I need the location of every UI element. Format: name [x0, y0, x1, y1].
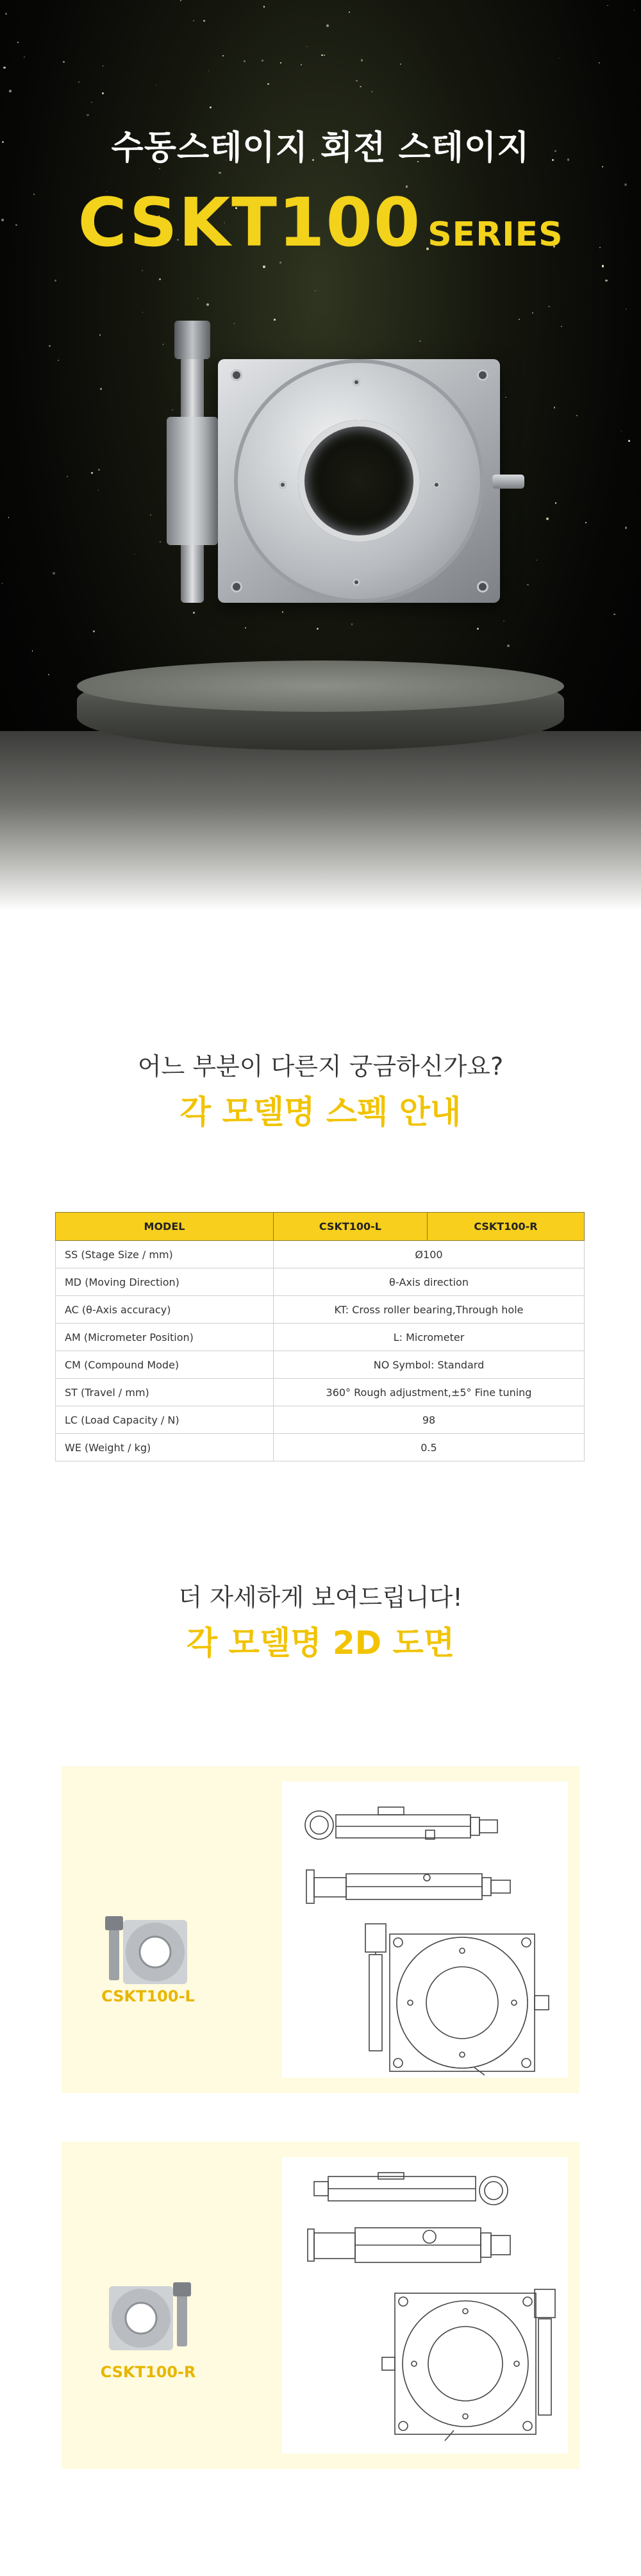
- spec-heading: 각 모델명 스펙 안내: [179, 1093, 462, 1131]
- star-dot: [98, 469, 100, 471]
- row-value: 98: [274, 1406, 585, 1434]
- drawing-panel-l: [62, 1766, 579, 2093]
- row-value: 0.5: [274, 1434, 585, 1461]
- spec-table: [55, 1212, 585, 1461]
- hero-banner: [0, 0, 641, 911]
- star-dot: [548, 306, 549, 307]
- star-dot: [400, 63, 401, 65]
- star-dot: [3, 67, 6, 69]
- star-dot: [599, 62, 601, 64]
- star-dot: [360, 86, 362, 88]
- star-dot: [321, 55, 322, 56]
- technical-drawing-l: [282, 1781, 568, 2078]
- row-value: θ-Axis direction: [274, 1268, 585, 1296]
- star-dot: [356, 80, 357, 81]
- star-dot: [626, 308, 627, 310]
- spec-question: 어느 부분이 다른지 궁금하신가요?: [137, 1052, 504, 1081]
- table-row: [56, 1379, 585, 1406]
- header-cskt100-l: CSKT100-L: [274, 1213, 428, 1241]
- row-value: Ø100: [274, 1241, 585, 1268]
- star-dot: [48, 674, 49, 675]
- product-render: [141, 321, 500, 654]
- through-hole: [298, 420, 420, 542]
- technical-drawing-r: [282, 2157, 568, 2454]
- star-dot: [63, 61, 65, 63]
- star-dot: [98, 490, 99, 491]
- product-thumbnail-r: [100, 2280, 196, 2363]
- star-dot: [159, 278, 160, 280]
- star-dot: [78, 81, 79, 83]
- star-dot: [279, 262, 281, 263]
- star-dot: [507, 644, 510, 647]
- row-value: 360° Rough adjustment,±5° Fine tuning: [274, 1379, 585, 1406]
- star-dot: [585, 522, 587, 523]
- star-dot: [267, 83, 269, 85]
- model-label-l: CSKT100-L: [101, 1987, 195, 2005]
- star-dot: [634, 10, 635, 11]
- lock-pin: [492, 475, 524, 489]
- star-dot: [2, 583, 3, 584]
- header-cskt100-r: CSKT100-R: [427, 1213, 584, 1241]
- star-dot: [576, 415, 578, 416]
- rock-ground: [0, 731, 641, 911]
- hero-series-label: SERIES: [428, 215, 563, 254]
- star-dot: [309, 317, 310, 318]
- spec-table-header: [56, 1213, 585, 1241]
- drawing-sheet-l: [282, 1781, 568, 2078]
- star-dot: [222, 55, 224, 56]
- row-label: LC (Load Capacity / N): [56, 1406, 274, 1434]
- row-label: MD (Moving Direction): [56, 1268, 274, 1296]
- star-dot: [219, 172, 221, 174]
- screw-icon: [353, 578, 360, 586]
- row-label: AC (θ-Axis accuracy): [56, 1296, 274, 1324]
- star-dot: [613, 614, 615, 615]
- star-dot: [561, 326, 562, 327]
- star-dot: [361, 59, 363, 62]
- drawing-panel-r: [62, 2142, 579, 2469]
- hero-model-name: CSKT100: [78, 183, 422, 262]
- star-dot: [5, 13, 7, 15]
- table-row: [56, 1434, 585, 1461]
- star-dot: [102, 92, 104, 94]
- star-dot: [206, 303, 209, 306]
- header-model: MODEL: [56, 1213, 274, 1241]
- star-dot: [91, 472, 93, 474]
- star-dot: [519, 319, 520, 320]
- star-dot: [301, 64, 302, 65]
- star-dot: [9, 90, 11, 92]
- screw-icon: [353, 378, 360, 386]
- star-dot: [93, 630, 95, 632]
- product-thumbnail-l: [100, 1914, 196, 1997]
- row-label: AM (Micrometer Position): [56, 1324, 274, 1351]
- star-dot: [67, 476, 68, 477]
- star-dot: [203, 20, 205, 22]
- star-dot: [197, 298, 198, 299]
- micrometer-body: [167, 417, 218, 545]
- screw-icon: [231, 369, 242, 381]
- star-dot: [546, 518, 549, 520]
- drawing-question: 더 자세하게 보여드립니다!: [178, 1583, 463, 1612]
- row-value: KT: Cross roller bearing,Through hole: [274, 1296, 585, 1324]
- star-dot: [99, 334, 101, 335]
- star-dot: [210, 106, 212, 108]
- star-dot: [263, 6, 265, 7]
- table-row: [56, 1296, 585, 1324]
- star-dot: [621, 431, 622, 432]
- star-dot: [54, 280, 56, 282]
- star-dot: [8, 517, 9, 518]
- star-dot: [49, 345, 51, 347]
- star-dot: [280, 62, 282, 64]
- row-label: SS (Stage Size / mm): [56, 1241, 274, 1268]
- star-dot: [263, 265, 265, 268]
- star-dot: [100, 388, 102, 390]
- star-dot: [17, 42, 19, 43]
- star-dot: [372, 91, 373, 92]
- screw-icon: [433, 481, 440, 489]
- star-dot: [24, 56, 25, 58]
- screw-icon: [477, 581, 488, 593]
- row-value: L: Micrometer: [274, 1324, 585, 1351]
- star-dot: [324, 55, 325, 56]
- table-row: [56, 1406, 585, 1434]
- hero-brand: [0, 183, 641, 262]
- star-dot: [262, 60, 263, 62]
- star-dot: [349, 12, 350, 13]
- star-dot: [244, 60, 246, 62]
- row-label: ST (Travel / mm): [56, 1379, 274, 1406]
- star-dot: [326, 24, 329, 27]
- row-label: CM (Compound Mode): [56, 1351, 274, 1379]
- star-dot: [532, 312, 533, 314]
- table-row: [56, 1324, 585, 1351]
- star-dot: [180, 0, 181, 1]
- model-label-r: CSKT100-R: [100, 2363, 196, 2381]
- star-dot: [607, 5, 608, 6]
- star-dot: [605, 280, 608, 282]
- hero-title: 수동스테이지 회전 스테이지: [111, 129, 530, 167]
- star-dot: [602, 265, 604, 267]
- screw-icon: [231, 581, 242, 593]
- star-dot: [554, 407, 555, 408]
- star-dot: [91, 102, 92, 103]
- star-dot: [58, 360, 59, 361]
- star-dot: [193, 21, 194, 22]
- drawing-heading: 각 모델명 2D 도면: [186, 1624, 455, 1662]
- table-row: [56, 1268, 585, 1296]
- star-dot: [87, 114, 88, 116]
- star-dot: [142, 270, 143, 271]
- star-dot: [32, 650, 33, 652]
- screw-icon: [279, 481, 287, 489]
- podium-top: [77, 661, 564, 712]
- star-dot: [555, 502, 556, 503]
- drawing-sheet-r: [282, 2157, 568, 2454]
- row-label: WE (Weight / kg): [56, 1434, 274, 1461]
- star-dot: [628, 440, 630, 442]
- screw-icon: [477, 369, 488, 381]
- star-dot: [505, 397, 506, 398]
- row-value: NO Symbol: Standard: [274, 1351, 585, 1379]
- star-dot: [625, 526, 627, 528]
- star-dot: [306, 46, 308, 47]
- micrometer-knob: [174, 321, 210, 359]
- star-dot: [527, 584, 529, 586]
- table-row: [56, 1241, 585, 1268]
- table-row: [56, 1351, 585, 1379]
- star-dot: [53, 572, 55, 575]
